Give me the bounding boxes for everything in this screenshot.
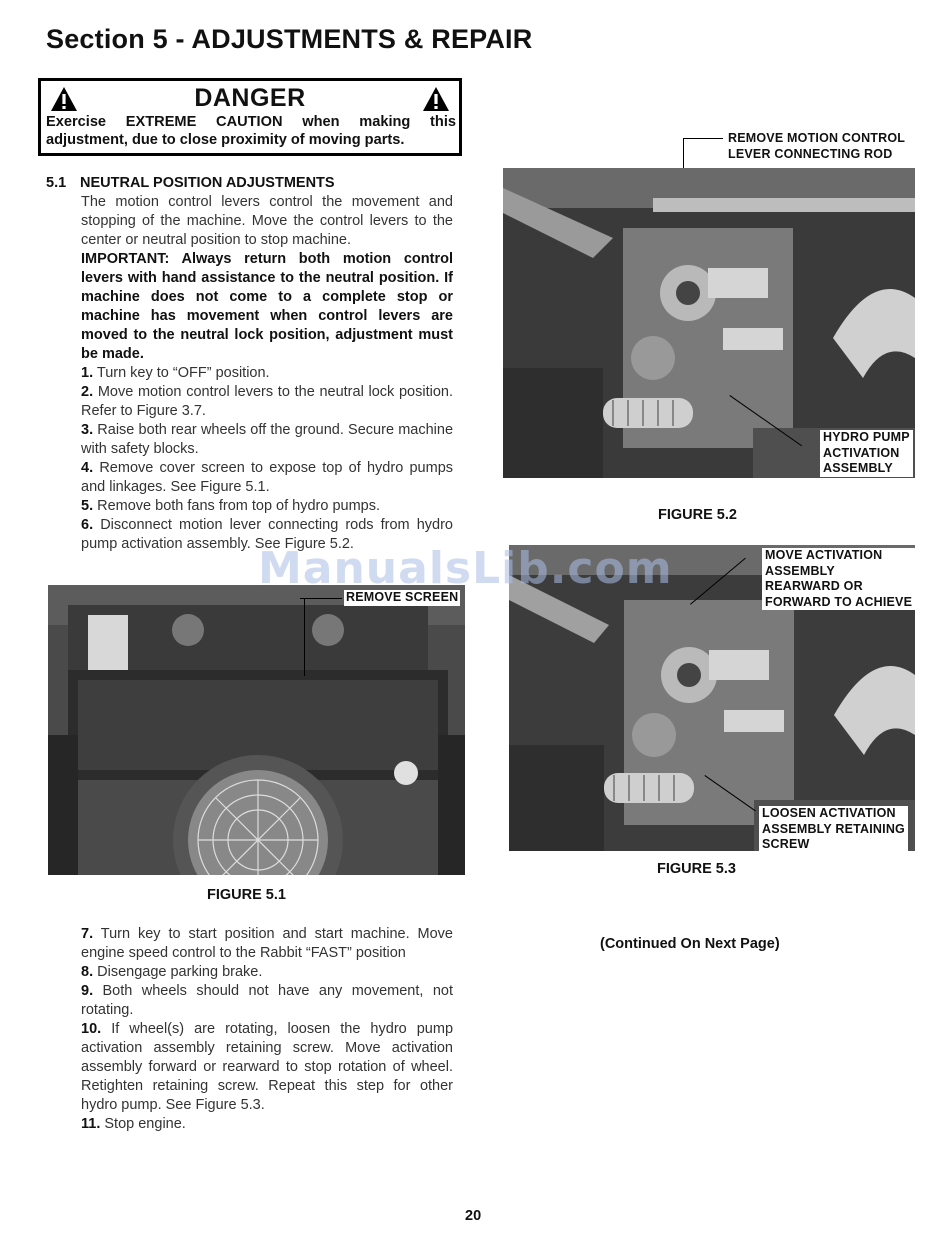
danger-message — [46, 113, 456, 149]
step-8 — [81, 963, 453, 982]
step-number: 9. — [81, 983, 94, 999]
step-10 — [81, 1020, 453, 1115]
step-text: Remove cover screen to expose top of hydro pumps and linkages. See Figure 5.1. — [81, 460, 454, 495]
loosen-activation-callout — [759, 806, 908, 853]
watermark: ManualsLib.com — [258, 543, 673, 594]
callout-line: ASSEMBLY — [823, 461, 893, 475]
step-number: 3. — [81, 422, 94, 438]
step-number: 5. — [81, 498, 94, 514]
callout-line: HYDRO PUMP — [823, 430, 910, 444]
section-number: 5.1 — [46, 175, 67, 191]
callout-line: MOVE ACTIVATION — [765, 548, 883, 562]
callout-line: ASSEMBLY RETAINING — [762, 821, 905, 836]
section-heading — [46, 175, 335, 191]
step-number: 11. — [81, 1116, 101, 1132]
callout-leader — [683, 138, 723, 139]
callout-line: LEVER CONNECTING ROD — [728, 146, 893, 161]
callout-leader — [300, 598, 342, 599]
callout-line: SCREW — [762, 837, 810, 851]
danger-line-1: Exercise EXTREME CAUTION when making this — [46, 114, 456, 130]
step-text: Disengage parking brake. — [97, 964, 263, 980]
step-1 — [81, 364, 453, 383]
remove-screen-callout: REMOVE SCREEN — [346, 590, 459, 604]
figure-5-1-caption: FIGURE 5.1 — [207, 887, 286, 903]
step-3 — [81, 421, 453, 459]
callout-line: ACTIVATION — [823, 445, 900, 460]
step-number: 10. — [81, 1021, 102, 1037]
callout-line: LOOSEN ACTIVATION — [762, 806, 896, 820]
callout-line: REMOVE MOTION CONTROL — [728, 131, 906, 145]
danger-heading: DANGER — [194, 84, 306, 112]
page-number: 20 — [465, 1208, 482, 1224]
move-activation-callout — [762, 548, 915, 610]
step-text: Disconnect motion lever connecting rods from hydro pump activation assembly. See Figure 5.2. — [81, 517, 453, 552]
hydro-pump-callout — [820, 430, 913, 477]
step-number: 1. — [81, 365, 94, 381]
step-number: 6. — [81, 517, 94, 533]
figure-5-2-caption: FIGURE 5.2 — [658, 507, 737, 523]
step-text: Remove both fans from top of hydro pumps. — [97, 498, 381, 514]
step-9 — [81, 982, 453, 1020]
step-text: Both wheels should not have any movement, not rotating. — [81, 983, 453, 1018]
procedure-column-top — [81, 193, 453, 554]
remove-rod-callout — [728, 131, 905, 162]
figure-5-3-caption: FIGURE 5.3 — [657, 861, 736, 877]
warning-icon — [422, 86, 450, 112]
callout-line: ASSEMBLY — [765, 563, 835, 578]
callout-line: FORWARD TO ACHIEVE — [765, 594, 913, 609]
step-number: 8. — [81, 964, 94, 980]
step-number: 2. — [81, 384, 94, 400]
important-note: IMPORTANT: Always return both motion control levers with hand assistance to the neutral position. If machine does not come to a complete stop or machine has movement when control levers are moved to the neutral lock position, adjustment must be made. — [81, 251, 453, 362]
step-text: Raise both rear wheels off the ground. Secure machine with safety blocks. — [81, 422, 454, 457]
step-text: Turn key to “OFF” position. — [96, 365, 270, 381]
step-text: Move motion control levers to the neutral lock position. Refer to Figure 3.7. — [81, 384, 453, 419]
danger-line-2: adjustment, due to close proximity of moving parts. — [46, 132, 405, 148]
section-intro: The motion control levers control the movement and stopping of the machine. Move the control levers to the center or neutral position to stop machine. — [81, 194, 453, 248]
step-text: If wheel(s) are rotating, loosen the hydro pump activation assembly retaining screw. Move activation assembly forward or rearward to stop rotation of wheel. Retighten retaining screw. Repeat this step for other hydro pump. See Figure 5.3. — [81, 1021, 454, 1113]
step-7 — [81, 925, 453, 963]
step-4 — [81, 459, 453, 497]
step-number: 4. — [81, 460, 94, 476]
engine-top-illustration — [48, 585, 465, 875]
step-number: 7. — [81, 926, 94, 942]
step-5 — [81, 497, 453, 516]
step-text: Turn key to start position and start machine. Move engine speed control to the Rabbit “FAST” position — [81, 926, 453, 961]
figure-5-1-photo — [48, 585, 465, 875]
page-title: Section 5 - ADJUSTMENTS & REPAIR — [46, 24, 533, 54]
step-2 — [81, 383, 453, 421]
continued-note: (Continued On Next Page) — [600, 936, 780, 952]
callout-leader — [304, 598, 305, 676]
danger-box — [38, 78, 462, 156]
step-11 — [81, 1115, 453, 1134]
section-title: NEUTRAL POSITION ADJUSTMENTS — [80, 175, 335, 191]
step-text: Stop engine. — [104, 1116, 186, 1132]
procedure-column-bottom — [81, 925, 453, 1134]
callout-line: REARWARD OR — [765, 579, 863, 593]
